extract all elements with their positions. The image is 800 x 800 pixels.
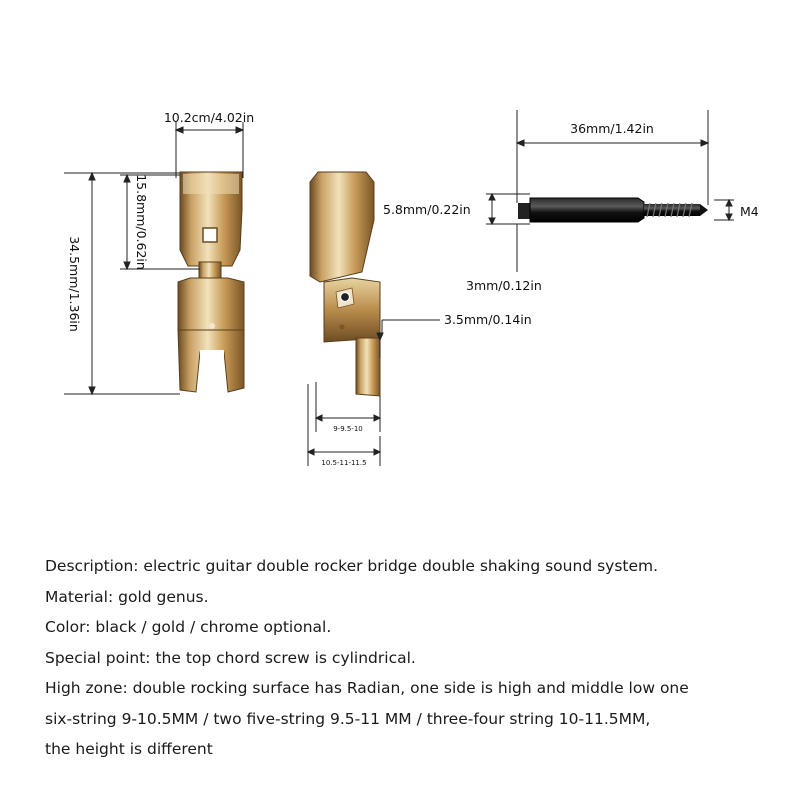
range-outer-label: 10.5-11-11.5 [321,459,367,467]
screw-tip-label: 3mm/0.12in [466,278,542,293]
high-zone-line: High zone: double rocking surface has Radian, one side is high and middle low one [45,679,689,697]
range-inner-label: 9-9.5-10 [333,425,363,433]
step-dimension [377,320,440,358]
thread-dimension [714,200,734,220]
color-line: Color: black / gold / chrome optional. [45,618,332,636]
bridge-saddle-front-view [178,172,244,392]
inner-height-label: 15.8mm/0.62in [134,174,149,270]
width-label: 10.2cm/4.02in [163,110,255,125]
product-description [45,551,785,765]
string-spec-line: six-string 9-10.5MM / two five-string 9.5-11 MM / three-four string 10-11.5MM, [45,709,651,728]
screw-length-label: 36mm/1.42in [570,121,654,136]
total-height-label: 34.5mm/1.36in [67,236,82,332]
height-note-line: the height is different [45,740,213,758]
width-dimension [176,122,243,178]
thread-label: M4 [740,204,759,219]
description-line: Description: electric guitar double rocker bridge double shaking sound system. [45,557,659,575]
screw-diameter-label: 5.8mm/0.22in [383,202,471,217]
material-line: Material: gold genus. [45,587,209,606]
step-label: 3.5mm/0.14in [444,312,532,327]
special-point-line: Special point: the top chord screw is cylindrical. [45,648,416,667]
bridge-saddle-side-view [310,172,380,396]
height-screw [518,198,708,222]
